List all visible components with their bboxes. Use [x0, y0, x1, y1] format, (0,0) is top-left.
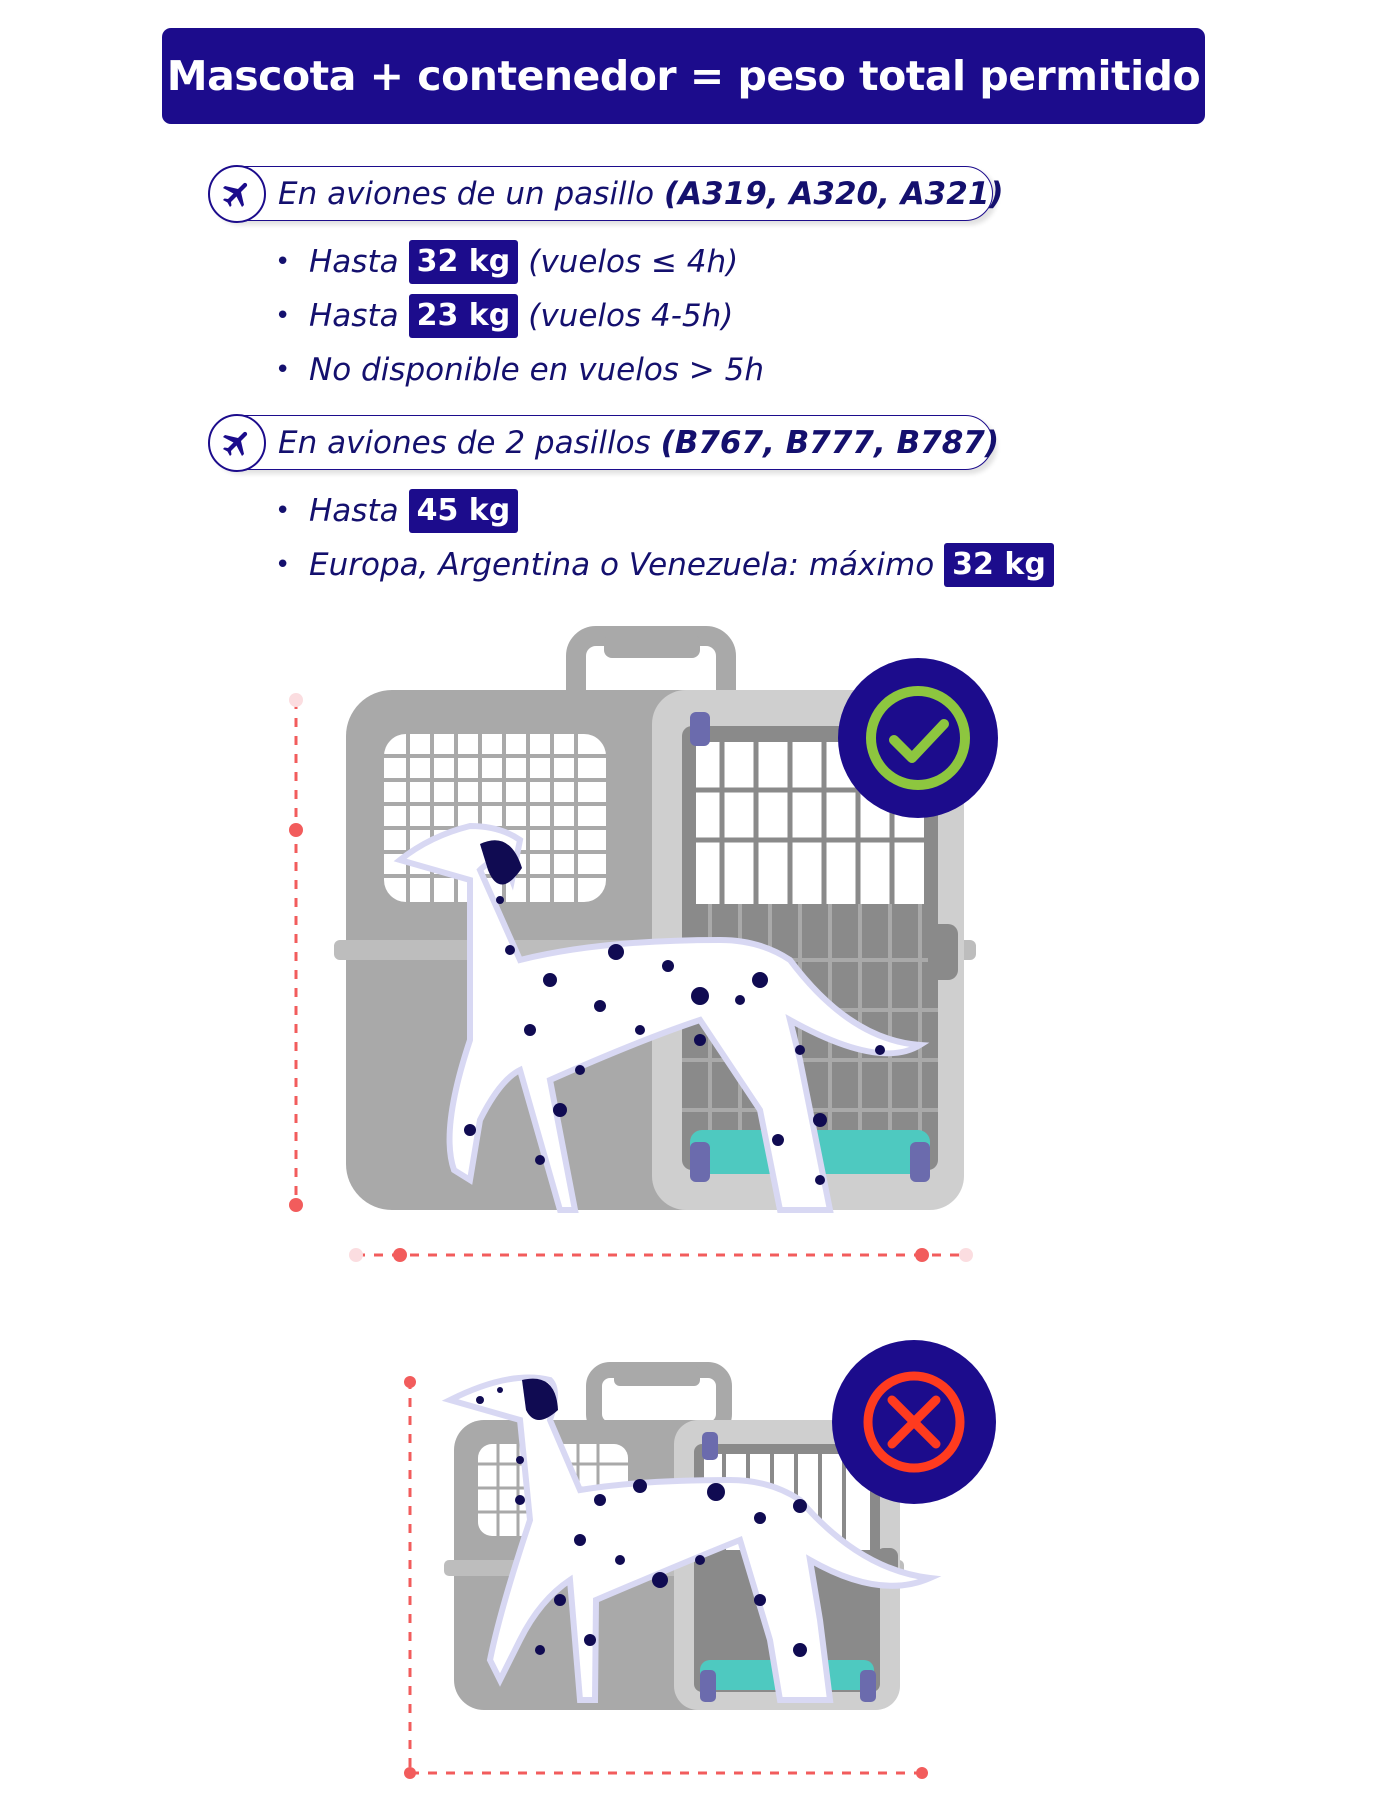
section-two-aisle-label: En aviones de 2 pasillos (B767, B777, B787)	[278, 424, 1000, 461]
airplane-icon	[208, 414, 266, 472]
page-title: Mascota + contenedor = peso total permitido	[166, 52, 1201, 100]
section-two-aisle-list	[275, 484, 1064, 592]
section-two-aisle-header	[209, 415, 1000, 470]
height-dimension-line	[289, 693, 303, 1212]
dalmatian-dog	[400, 826, 920, 1210]
airplane-icon	[208, 165, 266, 223]
crate-large	[334, 634, 976, 1210]
list-item: • No disponible en vuelos > 5h	[275, 343, 764, 397]
list-item: • Hasta 45 kg	[275, 484, 1064, 538]
list-item: • Europa, Argentina o Venezuela: máximo 32 kg	[275, 538, 1064, 592]
weight-badge: 45 kg	[409, 489, 519, 533]
section-one-aisle-header	[209, 166, 1004, 221]
list-item: • Hasta 23 kg (vuelos 4-5h)	[275, 289, 764, 343]
crate-small	[444, 1366, 904, 1710]
weight-badge: 32 kg	[944, 543, 1054, 587]
section-one-aisle-list	[275, 235, 764, 397]
title-banner	[162, 28, 1205, 124]
check-icon	[838, 658, 998, 818]
width-dimension-line	[349, 1248, 973, 1262]
section-one-aisle-label: En aviones de un pasillo (A319, A320, A321)	[278, 175, 1004, 212]
list-item: • Hasta 32 kg (vuelos ≤ 4h)	[275, 235, 764, 289]
height-dimension-line-small	[404, 1376, 416, 1779]
weight-badge: 32 kg	[409, 240, 519, 284]
dalmatian-dog-oversized	[450, 1378, 930, 1701]
cross-icon	[832, 1340, 996, 1504]
width-dimension-line-small	[410, 1767, 928, 1779]
weight-badge: 23 kg	[409, 294, 519, 338]
